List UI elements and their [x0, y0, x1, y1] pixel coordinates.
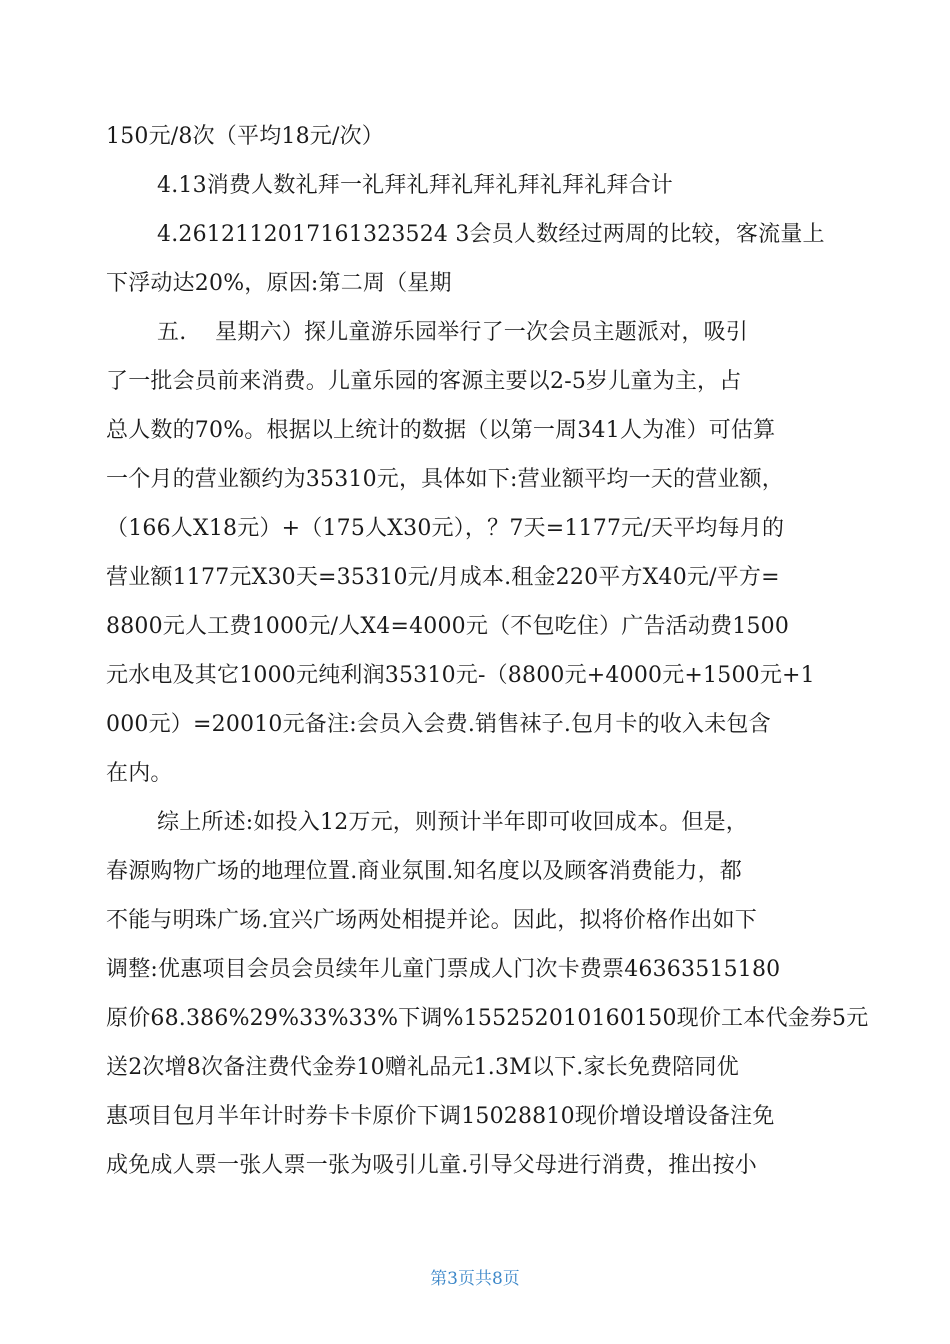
text-line: 000元）=20010元备注:会员入会费.销售袜子.包月卡的收入未包含	[106, 712, 771, 737]
text-line: 元水电及其它1000元纯利润35310元-（8800元+4000元+1500元+1	[106, 663, 815, 688]
text-line: 五. 星期六）探儿童游乐园举行了一次会员主题派对，吸引	[157, 320, 748, 345]
text-line: 一个月的营业额约为35310元，具体如下:营业额平均一天的营业额，	[106, 467, 784, 492]
body-text	[106, 112, 869, 1190]
text-line: 不能与明珠广场.宜兴广场两处相提并论。因此，拟将价格作出如下	[106, 908, 757, 933]
text-line: （166人X18元）+（175人X30元），？7天=1177元/天平均每月的	[106, 516, 785, 541]
text-line: 综上所述:如投入12万元，则预计半年即可收回成本。但是，	[157, 810, 749, 835]
text-line: 4.2612112017161323524 3会员人数经过两周的比较，客流量上	[157, 222, 825, 247]
text-line: 营业额1177元X30天=35310元/月成本.租金220平方X40元/平方=	[106, 565, 780, 590]
text-line: 下浮动达20%，原因:第二周（星期	[106, 271, 452, 296]
text-line: 4.13消费人数礼拜一礼拜礼拜礼拜礼拜礼拜礼拜合计	[157, 173, 673, 198]
text-line: 调整:优惠项目会员会员续年儿童门票成人门次卡费票46363515180	[106, 957, 781, 982]
text-line: 春源购物广场的地理位置.商业氛围.知名度以及顾客消费能力，都	[106, 859, 742, 884]
text-line: 150元/8次（平均18元/次）	[106, 124, 385, 149]
text-line: 总人数的70%。根据以上统计的数据（以第一周341人为准）可估算	[106, 418, 776, 443]
text-line: 8800元人工费1000元/人X4=4000元（不包吃住）广告活动费1500	[106, 614, 790, 639]
text-line: 在内。	[106, 761, 173, 786]
text-line: 了一批会员前来消费。儿童乐园的客源主要以2-5岁儿童为主，占	[106, 369, 742, 394]
text-line: 送2次增8次备注费代金券10赠礼品元1.3M以下.家长免费陪同优	[106, 1055, 739, 1080]
text-line: 惠项目包月半年计时券卡卡原价下调15028810现价增设增设备注免	[106, 1104, 775, 1129]
text-line: 成免成人票一张人票一张为吸引儿童.引导父母进行消费，推出按小	[106, 1153, 757, 1178]
text-line: 原价68.386%29%33%33%下调%155252010160150现价工本代金券5元	[106, 1006, 869, 1031]
page-number: 第3页共8页	[430, 1269, 520, 1289]
